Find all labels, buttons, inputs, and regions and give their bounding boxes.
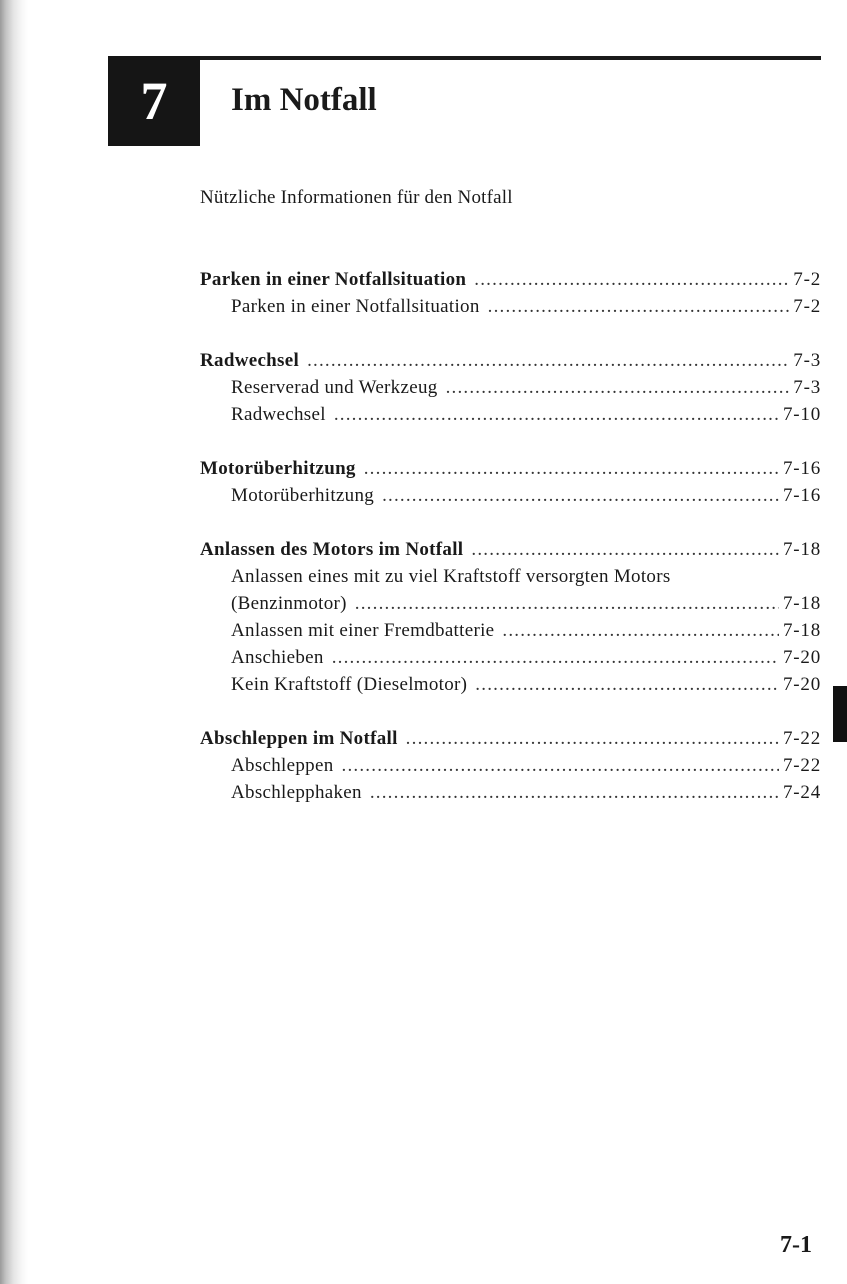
toc-entry-label: Reserverad und Werkzeug — [231, 377, 438, 398]
toc-entry-label: Motorüberhitzung — [231, 485, 375, 506]
chapter-number: 7 — [140, 71, 168, 131]
toc-entry[interactable] — [200, 401, 821, 428]
toc-entry-page: 7-18 — [782, 593, 821, 614]
toc-heading-page: 7-16 — [782, 458, 821, 479]
toc-heading-label: Abschleppen im Notfall — [200, 728, 398, 749]
table-of-contents — [200, 266, 821, 833]
toc-entry[interactable] — [200, 590, 821, 617]
dot-leader — [474, 266, 789, 293]
toc-heading[interactable] — [200, 266, 821, 293]
dot-leader — [370, 779, 779, 806]
toc-heading-page: 7-2 — [793, 269, 821, 290]
dot-leader — [334, 401, 779, 428]
dot-leader — [364, 455, 779, 482]
toc-entry-page: 7-20 — [782, 647, 821, 668]
toc-heading-page: 7-3 — [793, 350, 821, 371]
toc-entry-page: 7-16 — [782, 485, 821, 506]
toc-section — [200, 455, 821, 509]
toc-entry-label: Anlassen mit einer Fremdbatterie — [231, 620, 495, 641]
toc-entry-label: (Benzinmotor) — [231, 593, 347, 614]
toc-heading-label: Anlassen des Motors im Notfall — [200, 539, 464, 560]
toc-heading[interactable] — [200, 536, 821, 563]
toc-entry-label: Parken in einer Notfallsituation — [231, 296, 480, 317]
toc-entry[interactable] — [200, 482, 821, 509]
dot-leader — [307, 347, 789, 374]
toc-heading-label: Motorüberhitzung — [200, 458, 356, 479]
dot-leader — [475, 671, 779, 698]
toc-entry-label: Kein Kraftstoff (Dieselmotor) — [231, 674, 468, 695]
dot-leader — [471, 536, 779, 563]
toc-section — [200, 536, 821, 698]
toc-heading-label: Parken in einer Notfallsituation — [200, 269, 467, 290]
toc-heading-page: 7-18 — [782, 539, 821, 560]
dot-leader — [332, 644, 779, 671]
chapter-title: Im Notfall — [231, 82, 377, 118]
dot-leader — [355, 590, 779, 617]
chapter-header-rule — [108, 56, 821, 60]
toc-heading[interactable] — [200, 347, 821, 374]
toc-entry[interactable] — [200, 374, 821, 401]
toc-heading[interactable] — [200, 725, 821, 752]
toc-section — [200, 725, 821, 806]
toc-entry[interactable] — [200, 617, 821, 644]
chapter-intro: Nützliche Informationen für den Notfall — [200, 187, 513, 208]
toc-entry-label: Abschlepphaken — [231, 782, 362, 803]
toc-entry-page: 7-18 — [782, 620, 821, 641]
toc-section — [200, 266, 821, 320]
toc-entry-page: 7-3 — [793, 377, 821, 398]
toc-entry-label: Abschleppen — [231, 755, 334, 776]
dot-leader — [406, 725, 779, 752]
toc-entry[interactable] — [200, 779, 821, 806]
toc-entry-page: 7-10 — [782, 404, 821, 425]
dot-leader — [342, 752, 779, 779]
toc-entry-label: Anlassen eines mit zu viel Kraftstoff versorgten Motors — [231, 566, 671, 587]
toc-heading-page: 7-22 — [782, 728, 821, 749]
toc-entry-page: 7-2 — [793, 296, 821, 317]
toc-heading-label: Radwechsel — [200, 350, 300, 371]
toc-entry-page: 7-22 — [782, 755, 821, 776]
toc-section — [200, 347, 821, 428]
page-binding-shadow — [0, 0, 28, 1284]
toc-entry-label: Anschieben — [231, 647, 324, 668]
dot-leader — [488, 293, 790, 320]
toc-entry-page: 7-20 — [782, 674, 821, 695]
chapter-number-box — [108, 56, 200, 146]
dot-leader — [502, 617, 779, 644]
toc-entry[interactable] — [200, 644, 821, 671]
page-number: 7-1 — [780, 1232, 812, 1258]
toc-heading[interactable] — [200, 455, 821, 482]
toc-entry[interactable] — [200, 752, 821, 779]
dot-leader — [446, 374, 790, 401]
chapter-thumb-tab — [833, 686, 847, 742]
toc-entry[interactable] — [200, 563, 821, 590]
toc-entry-label: Radwechsel — [231, 404, 326, 425]
dot-leader — [382, 482, 779, 509]
toc-entry[interactable] — [200, 293, 821, 320]
toc-entry-page: 7-24 — [782, 782, 821, 803]
toc-entry[interactable] — [200, 671, 821, 698]
